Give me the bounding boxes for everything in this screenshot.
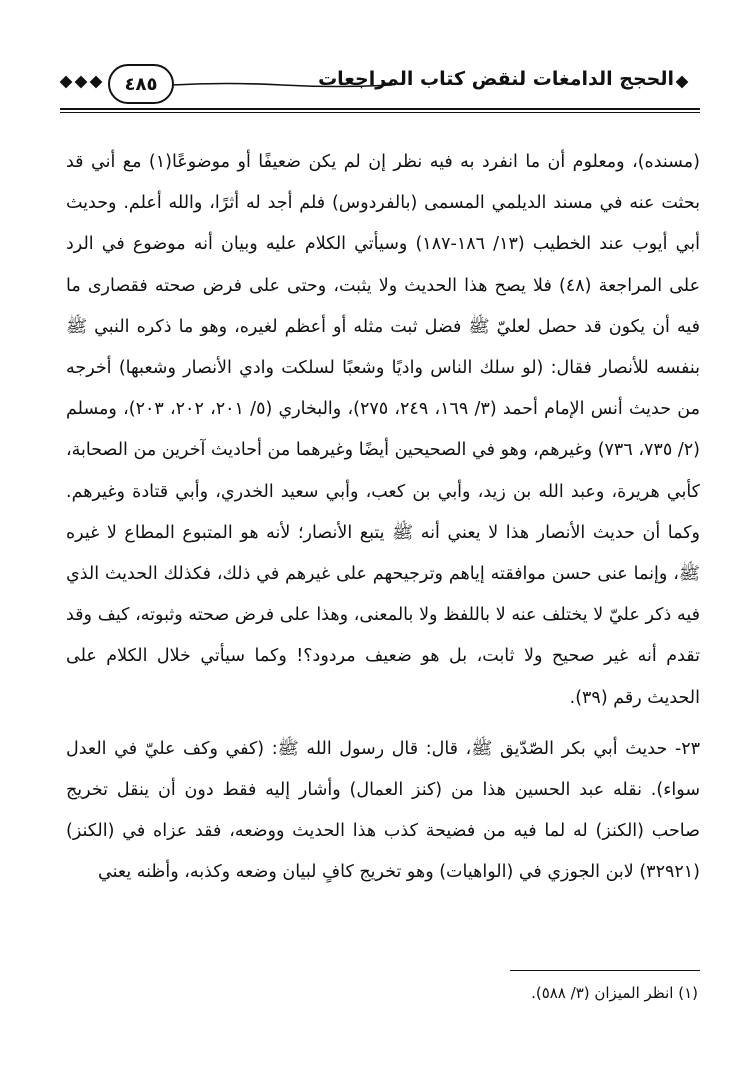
header-rule bbox=[60, 112, 700, 113]
running-title: الحجج الدامغات لنقض كتاب المراجعات bbox=[318, 68, 674, 90]
page-number: ٤٨٥ bbox=[108, 64, 174, 104]
paragraph: ٢٣- حديث أبي بكر الصّدّيق ﷺ، قال: قال رسول الله ﷺ: (كفي وكف عليّ في العدل سواء). نقله عبد الحسين هذا من (كنز العمال) وأشار إليه فقط دون أن ينقل تخريج صاحب (الكنز) له لما فيه من فضيحة كذب هذا الحديث ووضعه، فقد عزاه في (الكنز) (٣٢٩٢١) لابن الجوزي في (الواهيات) وهو تخريج كافٍ لبيان وضعه وكذبه، وأظنه يعني bbox=[66, 738, 700, 883]
footnote-rule bbox=[510, 970, 700, 971]
footnote: (١) انظر الميزان (٣/ ٥٨٨). bbox=[531, 984, 698, 1002]
paragraph: (مسنده)، ومعلوم أن ما انفرد به فيه نظر إن لم يكن ضعيفًا أو موضوعًا(١) مع أني قد بحثت عنه في مسند الديلمي المسمى (بالفردوس) فلم أجد له أثرًا، والله أعلم. وحديث أبي أيوب عند الخطيب (١٣/ ١٨٦-١٨٧) وسيأتي الكلام عليه وبيان أنه موضوع في الرد على المراجعة (٤٨) فلا يصح هذا الحديث ولا يثبت، وحتى على فرض صحته فقصارى ما فيه أن يكون قد حصل لعليّ ﷺ فضل ثبت مثله أو أعظم لغيره، وهو ما ذكره النبي ﷺ بنفسه للأنصار فقال: (لو سلك الناس واديًا وشعبًا لسلكت وادي الأنصار وشعبها) أخرجه من حديث أنس الإمام أحمد (٣/ ١٦٩، ٢٤٩، ٢٧٥)، والبخاري (٥/ ٢٠١، ٢٠٢، ٢٠٣)، ومسلم (٢/ ٧٣٥، ٧٣٦) وغيرهم، وهو في الصحيحين أيضًا وغيرهما من أحاديث آخرين من الصحابة، كأبي هريرة، وعبد الله بن زيد، وأبي بن كعب، وأبي سعيد الخدري، وأبي قتادة وغيرهم. وكما أن حديث الأنصار هذا لا يعني أنه ﷺ يتبع الأنصار؛ لأنه هو المتبوع المطاع لا غيره ﷺ، وإنما عنى حسن موافقته إياهم وترجيحهم على غيرهم في ذلك، فكذلك الحديث الذي فيه ذكر عليّ لا يختلف عنه لا باللفظ ولا بالمعنى، وهذا على فرض صحته وثبوته، كيف وقد تقدم أنه غير صحيح ولا ثابت، بل هو ضعيف مردود؟! وكما سيأتي خلال الكلام على الحديث رقم (٣٩). bbox=[66, 152, 701, 708]
header-ornament-icon bbox=[676, 76, 700, 90]
main-text bbox=[66, 142, 700, 894]
page-header bbox=[60, 62, 700, 108]
header-rule bbox=[60, 108, 700, 110]
header-ornament-icon bbox=[60, 76, 106, 90]
